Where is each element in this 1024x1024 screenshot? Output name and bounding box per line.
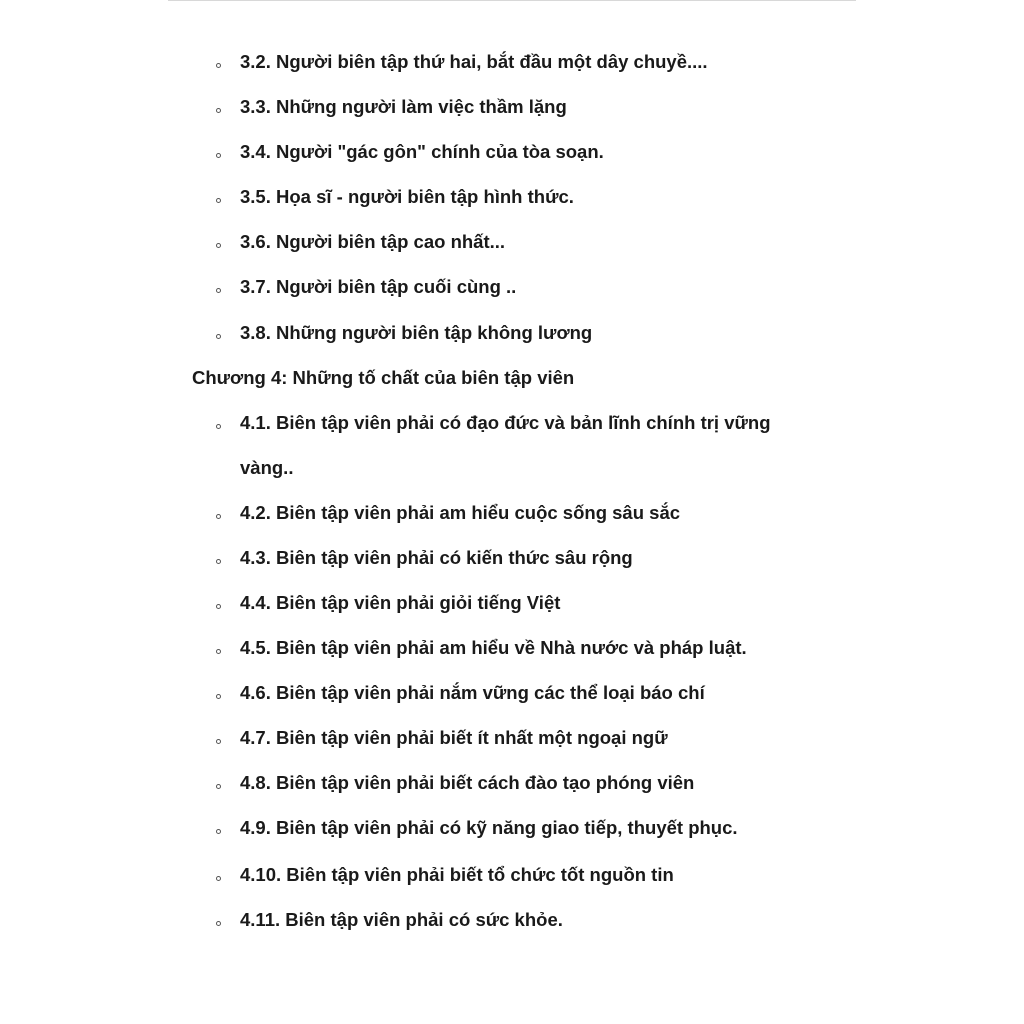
toc-item-4-4: 4.4. Biên tập viên phải giỏi tiếng Việt: [240, 592, 561, 613]
chapter-4-heading: Chương 4: Những tố chất của biên tập viên: [192, 367, 575, 388]
bullet-icon: [216, 649, 221, 654]
bullet-icon: [216, 829, 221, 834]
bullet-icon: [216, 784, 221, 789]
bullet-icon: [216, 559, 221, 564]
bullet-icon: [216, 63, 221, 68]
toc-item-4-8: 4.8. Biên tập viên phải biết cách đào tạo phóng viên: [240, 772, 695, 793]
bullet-icon: [216, 424, 221, 429]
toc-item-4-3: 4.3. Biên tập viên phải có kiến thức sâu rộng: [240, 547, 633, 568]
bullet-icon: [216, 514, 221, 519]
bullet-icon: [216, 739, 221, 744]
toc-item-4-5: 4.5. Biên tập viên phải am hiểu về Nhà nước và pháp luật.: [240, 637, 747, 658]
bullet-icon: [216, 153, 221, 158]
bullet-icon: [216, 334, 221, 339]
toc-item-3-8: 3.8. Những người biên tập không lương: [240, 322, 593, 343]
toc-item-3-7: 3.7. Người biên tập cuối cùng ..: [240, 276, 517, 297]
toc-item-3-5: 3.5. Họa sĩ - người biên tập hình thức.: [240, 186, 574, 207]
toc-item-4-11: 4.11. Biên tập viên phải có sức khỏe.: [240, 909, 563, 930]
toc-item-4-2: 4.2. Biên tập viên phải am hiểu cuộc sống sâu sắc: [240, 502, 681, 523]
toc-item-4-1-continued: vàng..: [240, 457, 294, 478]
toc-item-4-9: 4.9. Biên tập viên phải có kỹ năng giao tiếp, thuyết phục.: [240, 817, 738, 838]
toc-item-4-1: 4.1. Biên tập viên phải có đạo đức và bản lĩnh chính trị vững: [240, 412, 771, 433]
toc-item-3-3: 3.3. Những người làm việc thầm lặng: [240, 96, 567, 117]
bullet-icon: [216, 288, 221, 293]
bullet-icon: [216, 198, 221, 203]
toc-item-4-6: 4.6. Biên tập viên phải nắm vững các thể loại báo chí: [240, 682, 705, 703]
toc-item-3-2: 3.2. Người biên tập thứ hai, bắt đầu một dây chuyề....: [240, 51, 708, 72]
toc-item-4-7: 4.7. Biên tập viên phải biết ít nhất một ngoại ngữ: [240, 727, 668, 748]
toc-item-3-6: 3.6. Người biên tập cao nhất...: [240, 231, 506, 252]
bullet-icon: [216, 243, 221, 248]
toc-item-3-4: 3.4. Người "gác gôn" chính của tòa soạn.: [240, 141, 604, 162]
bullet-icon: [216, 694, 221, 699]
top-divider: [168, 0, 856, 1]
bullet-icon: [216, 921, 221, 926]
bullet-icon: [216, 876, 221, 881]
toc-item-4-10: 4.10. Biên tập viên phải biết tổ chức tốt nguồn tin: [240, 864, 674, 885]
bullet-icon: [216, 604, 221, 609]
bullet-icon: [216, 108, 221, 113]
